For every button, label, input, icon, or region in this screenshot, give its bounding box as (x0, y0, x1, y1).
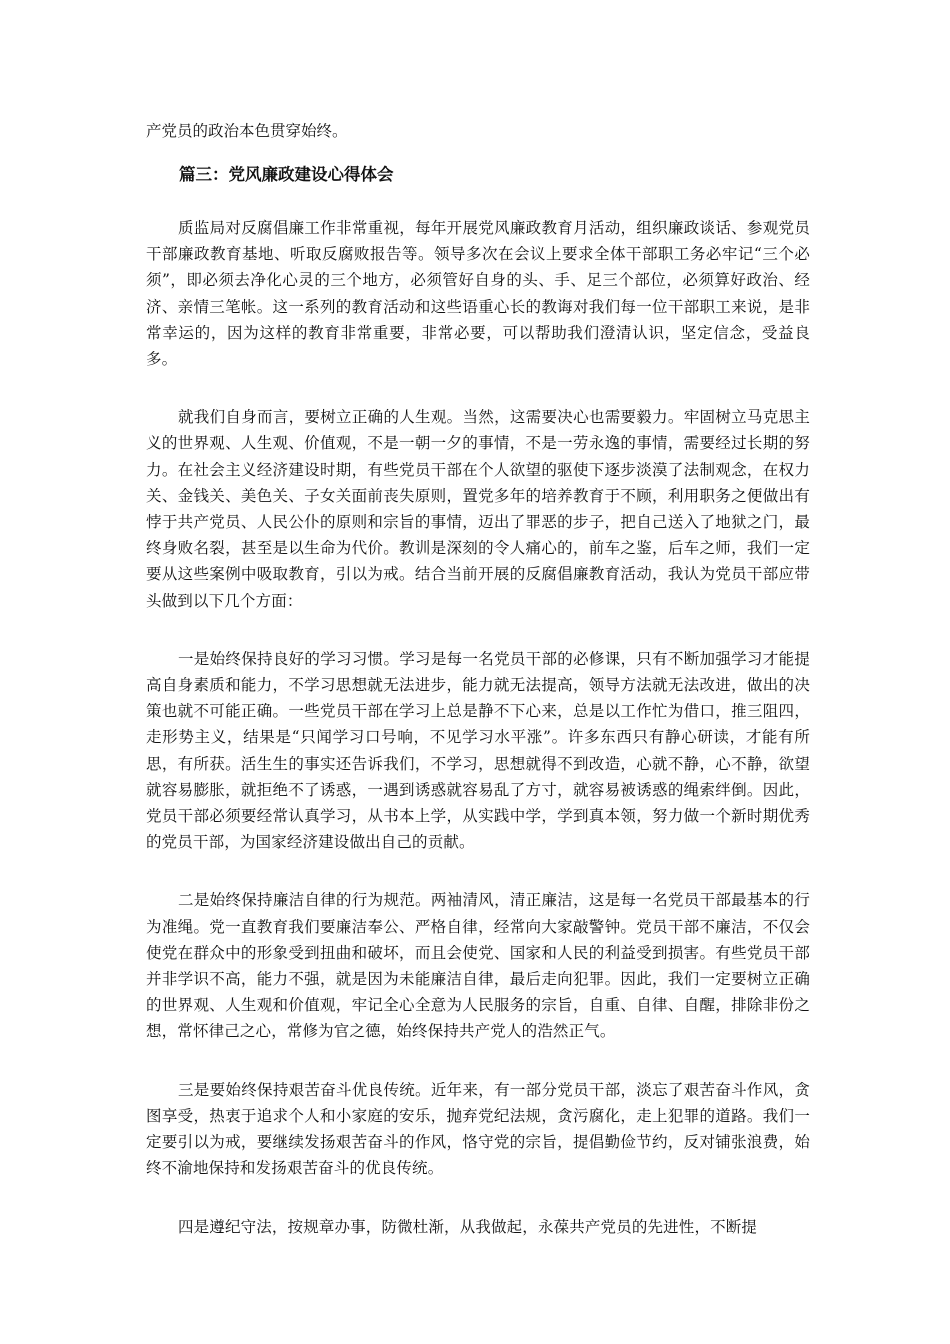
section-heading: 篇三：党风廉政建设心得体会 (179, 165, 394, 184)
body-paragraph-2: 就我们自身而言，要树立正确的人生观。当然，这需要决心也需要毅力。牢固树立马克思主义的世界观、人生观、价值观，不是一朝一夕的事情，不是一劳永逸的事情，需要经过长期的努力。在社会主义经济建设时期，有些党员干部在个人欲望的驱使下逐步淡漠了法制观念，在权力关、金钱关、美色关、子女关面前丧失原则，置党多年的培养教育于不顾，利用职务之便做出有悖于共产党员、人民公仆的原则和宗旨的事情，迈出了罪恶的步子，把自己送入了地狱之门，最终身败名裂，甚至是以生命为代价。教训是深刻的令人痛心的，前车之鉴，后车之师，我们一定要从这些案例中吸取教育，引以为戒。结合当前开展的反腐倡廉教育活动，我认为党员干部应带头做到以下几个方面： (146, 408, 810, 610)
body-paragraph-5: 三是要始终保持艰苦奋斗优良传统。近年来，有一部分党员干部，淡忘了艰苦奋斗作风，贪图享受，热衷于追求个人和小家庭的安乐，抛弃党纪法规，贪污腐化，走上犯罪的道路。我们一定要引以为戒，要继续发扬艰苦奋斗的作风，恪守党的宗旨，提倡勤俭节约，反对铺张浪费，始终不渝地保持和发扬艰苦奋斗的优良传统。 (146, 1080, 810, 1178)
body-paragraph-1: 质监局对反腐倡廉工作非常重视，每年开展党风廉政教育月活动，组织廉政谈话、参观党员干部廉政教育基地、听取反腐败报告等。领导多次在会议上要求全体干部职工务必牢记“三个必须”，即必须去净化心灵的三个地方，必须管好自身的头、手、足三个部位，必须算好政治、经济、亲情三笔帐。这一系列的教育活动和这些语重心长的教诲对我们每一位干部职工来说，是非常幸运的，因为这样的教育非常重要，非常必要，可以帮助我们澄清认识，坚定信念，受益良多。 (146, 219, 810, 369)
body-paragraph-6: 四是遵纪守法，按规章办事，防微杜渐，从我做起，永葆共产党员的先进性，不断提 (178, 1217, 758, 1236)
body-paragraph-3: 一是始终保持良好的学习习惯。学习是每一名党员干部的必修课，只有不断加强学习才能提高自身素质和能力，不学习思想就无法进步，能力就无法提高，领导方法就无法改进，做出的决策也就不可能正确。一些党员干部在学习上总是静不下心来，总是以工作忙为借口，推三阻四，走形势主义，结果是“只闻学习口号响，不见学习水平涨”。许多东西只有静心研读，才能有所思，有所获。活生生的事实还告诉我们，不学习，思想就得不到改造，心就不静，心不静，欲望就容易膨胀，就拒绝不了诱惑，一遇到诱惑就容易乱了方寸，就容易被诱惑的绳索绊倒。因此，党员干部必须要经常认真学习，从书本上学，从实践中学，学到真本领，努力做一个新时期优秀的党员干部，为国家经济建设做出自己的贡献。 (146, 649, 810, 852)
document-page (146, 118, 810, 1240)
continued-text-line: 产党员的政治本色贯穿始终。 (146, 122, 348, 140)
body-paragraph-4: 二是始终保持廉洁自律的行为规范。两袖清风，清正廉洁，这是每一名党员干部最基本的行为准绳。党一直教育我们要廉洁奉公、严格自律，经常向大家敲警钟。党员干部不廉洁，不仅会使党在群众中的形象受到扭曲和破坏，而且会使党、国家和人民的利益受到损害。有些党员干部并非学识不高，能力不强，就是因为未能廉洁自律，最后走向犯罪。因此，我们一定要树立正确的世界观、人生观和价值观，牢记全心全意为人民服务的宗旨，自重、自律、自醒，排除非份之想，常怀律己之心，常修为官之德，始终保持共产党人的浩然正气。 (146, 891, 810, 1041)
